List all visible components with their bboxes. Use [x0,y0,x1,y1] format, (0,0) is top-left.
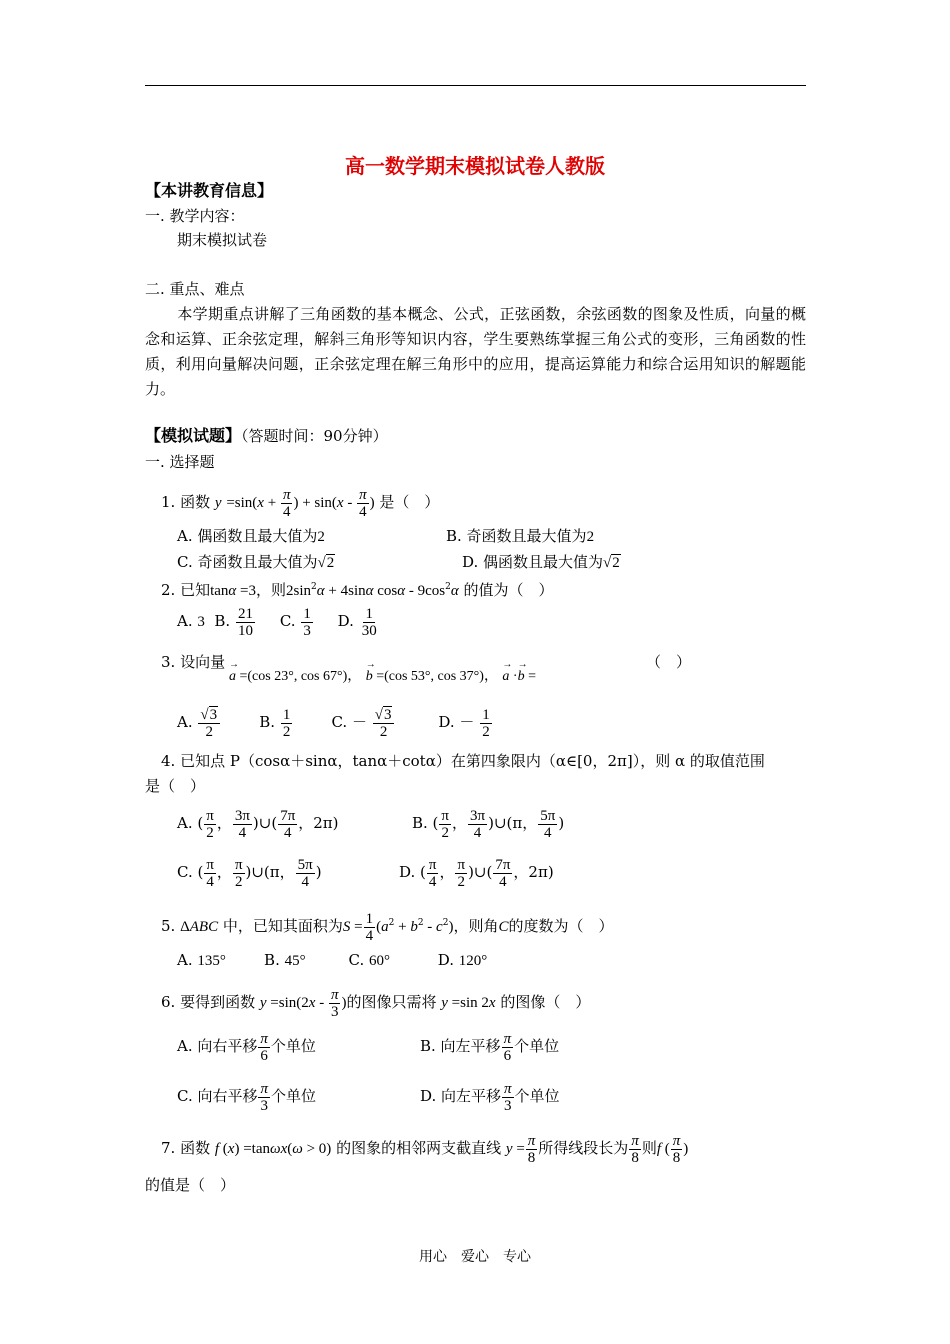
question-3-bracket: （ ） [646,653,692,671]
section-info-heading: 【本讲教育信息】 [145,181,274,200]
q3-options: A. $\frac{√3}{2}$ B. $\frac{1}{2}$ C. － $\frac{√3}{2}$ D. － $\frac{1}{2}$ [177,706,490,740]
question-3-vectors: → a =(cos 23°, cos 67°)， → b =(cos 53°, cos 37°)， → a ·→ b = [229,666,536,687]
header-rule [145,85,806,86]
q6-option-a: A. 向右平移 $\frac{\pi}{6}$ 个单位 [177,1030,316,1064]
q4-option-a: A. ( $\frac{\pi}{2}$ ， $\frac{3\pi}{4}$ )∪( $\frac{7\pi}{4}$ ，2π) [177,807,339,841]
part2-body: 本学期重点讲解了三角函数的基本概念、公式，正弦函数，余弦函数的图象及性质，向量的概念和运算、正余弦定理，解斜三角形等知识内容，学生要熟练掌握三角公式的变形，三角函数的性质，利用向量解决问题，正余弦定理在解三角形中的应用，提高运算能力和综合运用知识的解题能力。 [145,305,806,398]
q4-option-b: B. ( $\frac{\pi}{2}$ ， $\frac{3\pi}{4}$ )∪(π， $\frac{5\pi}{4}$ ) [412,807,565,841]
question-4-line2: 是（ ） [145,777,206,795]
q1-option-c: C. 奇函数且最大值为√2 [177,553,335,571]
q1-option-b: B. 奇函数且最大值为2 [446,527,595,545]
choice-heading: 一. 选择题 [145,453,215,471]
q4-option-d: D. ( $\frac{\pi}{4}$ ， $\frac{\pi}{2}$ )∪( $\frac{7\pi}{4}$ ，2π) [399,856,554,890]
question-7: 7. 函数 f (x) =tanωx(ω > 0) 的图象的相邻两支截直线 y = $\frac{\pi}{8}$ 所得线段长为 $\frac{\pi}{8}$ 则f ( $\frac{\pi}{8}$ ) [161,1132,689,1166]
question-4-line1: 4. 已知点 P（cosα＋sinα，tanα＋cotα）在第四象限内（α∈[0，2π]），则 α 的取值范围 [161,752,765,770]
q5-options: A. 135° B. 45° C. 60° D. 120° [177,951,488,969]
mock-heading: 【模拟试题】（答题时间：90分钟） [145,426,388,445]
question-5: 5. ΔABC 中，已知其面积为S = $\frac{1}{4}$ $(a^2 + b^2 - c^2)$，则角C的度数为（ ） [161,910,614,944]
q1-option-a: A. 偶函数且最大值为2 [177,527,325,545]
part1-body: 期末模拟试卷 [177,231,268,249]
page-title: 高一数学期末模拟试卷人教版 [345,154,605,178]
q4-option-c: C. ( $\frac{\pi}{4}$ ， $\frac{\pi}{2}$ )∪(π， $\frac{5\pi}{4}$ ) [177,856,322,890]
question-3: 3. 设向量 [161,653,226,671]
q6-option-b: B. 向左平移 $\frac{\pi}{6}$ 个单位 [420,1030,560,1064]
part2-heading: 二. 重点、难点 [145,280,245,298]
page-footer: 用心 爱心 专心 [419,1249,531,1265]
q6-option-d: D. 向左平移 $\frac{\pi}{3}$ 个单位 [420,1080,560,1114]
question-2: 2. 已知tanα =3，则$2\sin^2\alpha + 4\sin\alpha$ cosα - $9\cos^2\alpha$ 的值为（ ） [161,581,554,599]
question-7-line2: 的值是（ ） [145,1176,236,1194]
question-1: 1. 函数 y =sin(x + $\frac{\pi}{4}$ ) + sin(x - $\frac{\pi}{4}$ ) 是（ ） [161,486,440,520]
question-6: 6. 要得到函数 y =sin(2x - $\frac{\pi}{3}$ )的图像只需将 y =sin 2x 的图像（ ） [161,986,591,1020]
q1-option-d: D. 偶函数且最大值为√2 [462,553,620,571]
part1-heading: 一. 教学内容： [145,207,245,225]
q6-option-c: C. 向右平移 $\frac{\pi}{3}$ 个单位 [177,1080,317,1114]
q2-options: A. 3 B. $\frac{21}{10}$ C. $\frac{1}{3}$ D. $\frac{1}{30}$ [177,605,377,639]
